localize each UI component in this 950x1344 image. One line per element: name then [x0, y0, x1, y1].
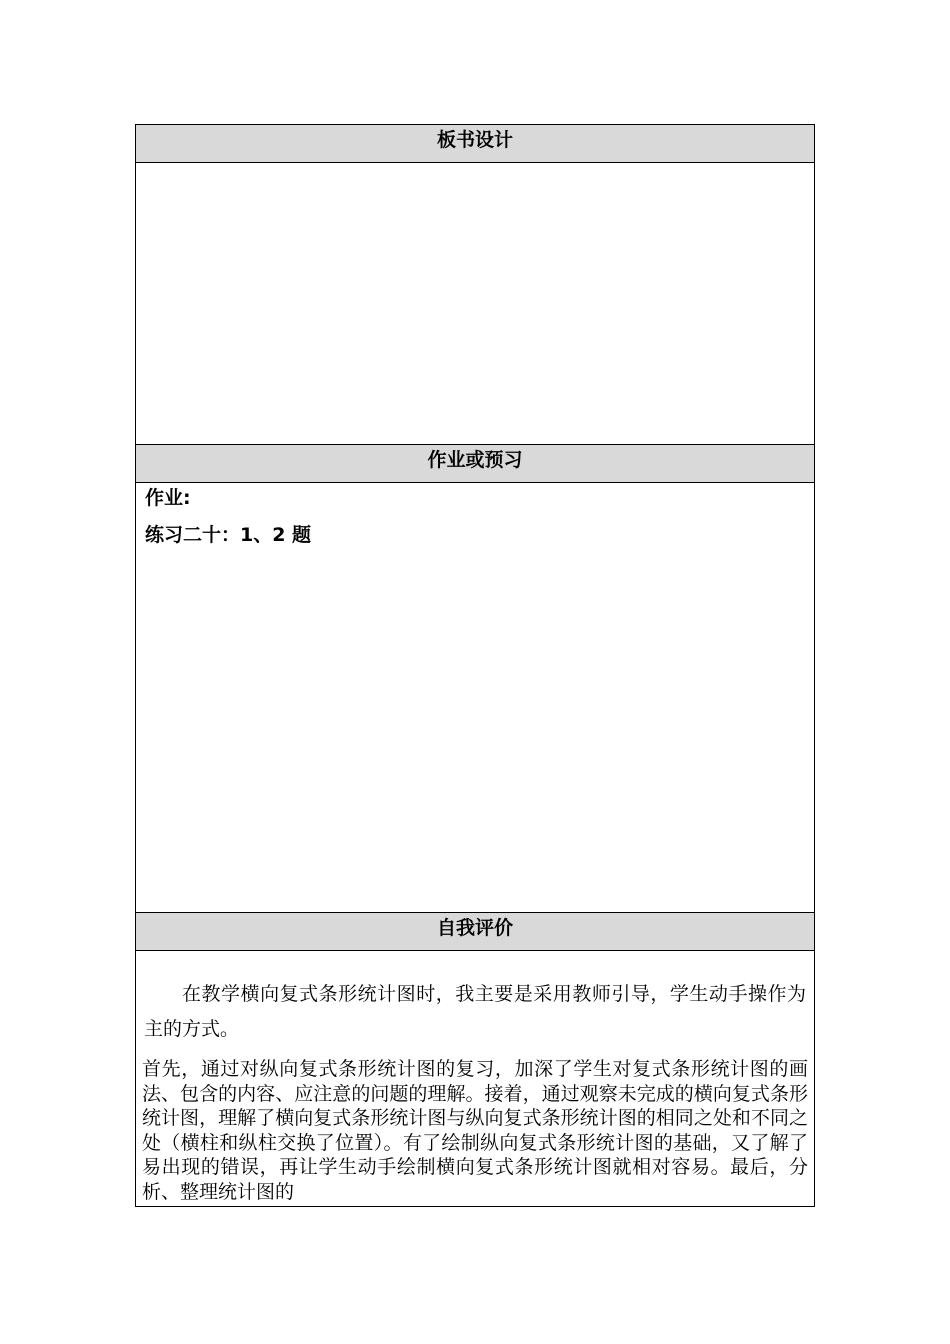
homework-assignment: 练习二十：1、2 题 [145, 524, 312, 546]
self-evaluation-header: 自我评价 [136, 913, 815, 951]
self-evaluation-paragraph-1: 在教学横向复式条形统计图时，我主要是采用教师引导，学生动手操作为主的方式。 [144, 983, 806, 1040]
homework-content [136, 483, 815, 913]
homework-header: 作业或预习 [136, 445, 815, 483]
board-design-content [136, 163, 815, 445]
lesson-plan-table [135, 124, 815, 1207]
self-evaluation-content [136, 951, 815, 1207]
homework-label: 作业: [145, 487, 191, 509]
self-evaluation-paragraph-2: 首先，通过对纵向复式条形统计图的复习，加深了学生对复式条形统计图的画法、包含的内容、应注意的问题的理解。接着，通过观察未完成的横向复式条形统计图，理解了横向复式条形统计图与纵向复式条形统计图的相同之处和不同之处（横柱和纵柱交换了位置）。有了绘制纵向复式条形统计图的基础，又了解了易出现的错误，再让学生动手绘制横向复式条形统计图就相对容易。最后，分析、整理统计图的 [142, 1058, 808, 1203]
board-design-header: 板书设计 [136, 125, 815, 163]
